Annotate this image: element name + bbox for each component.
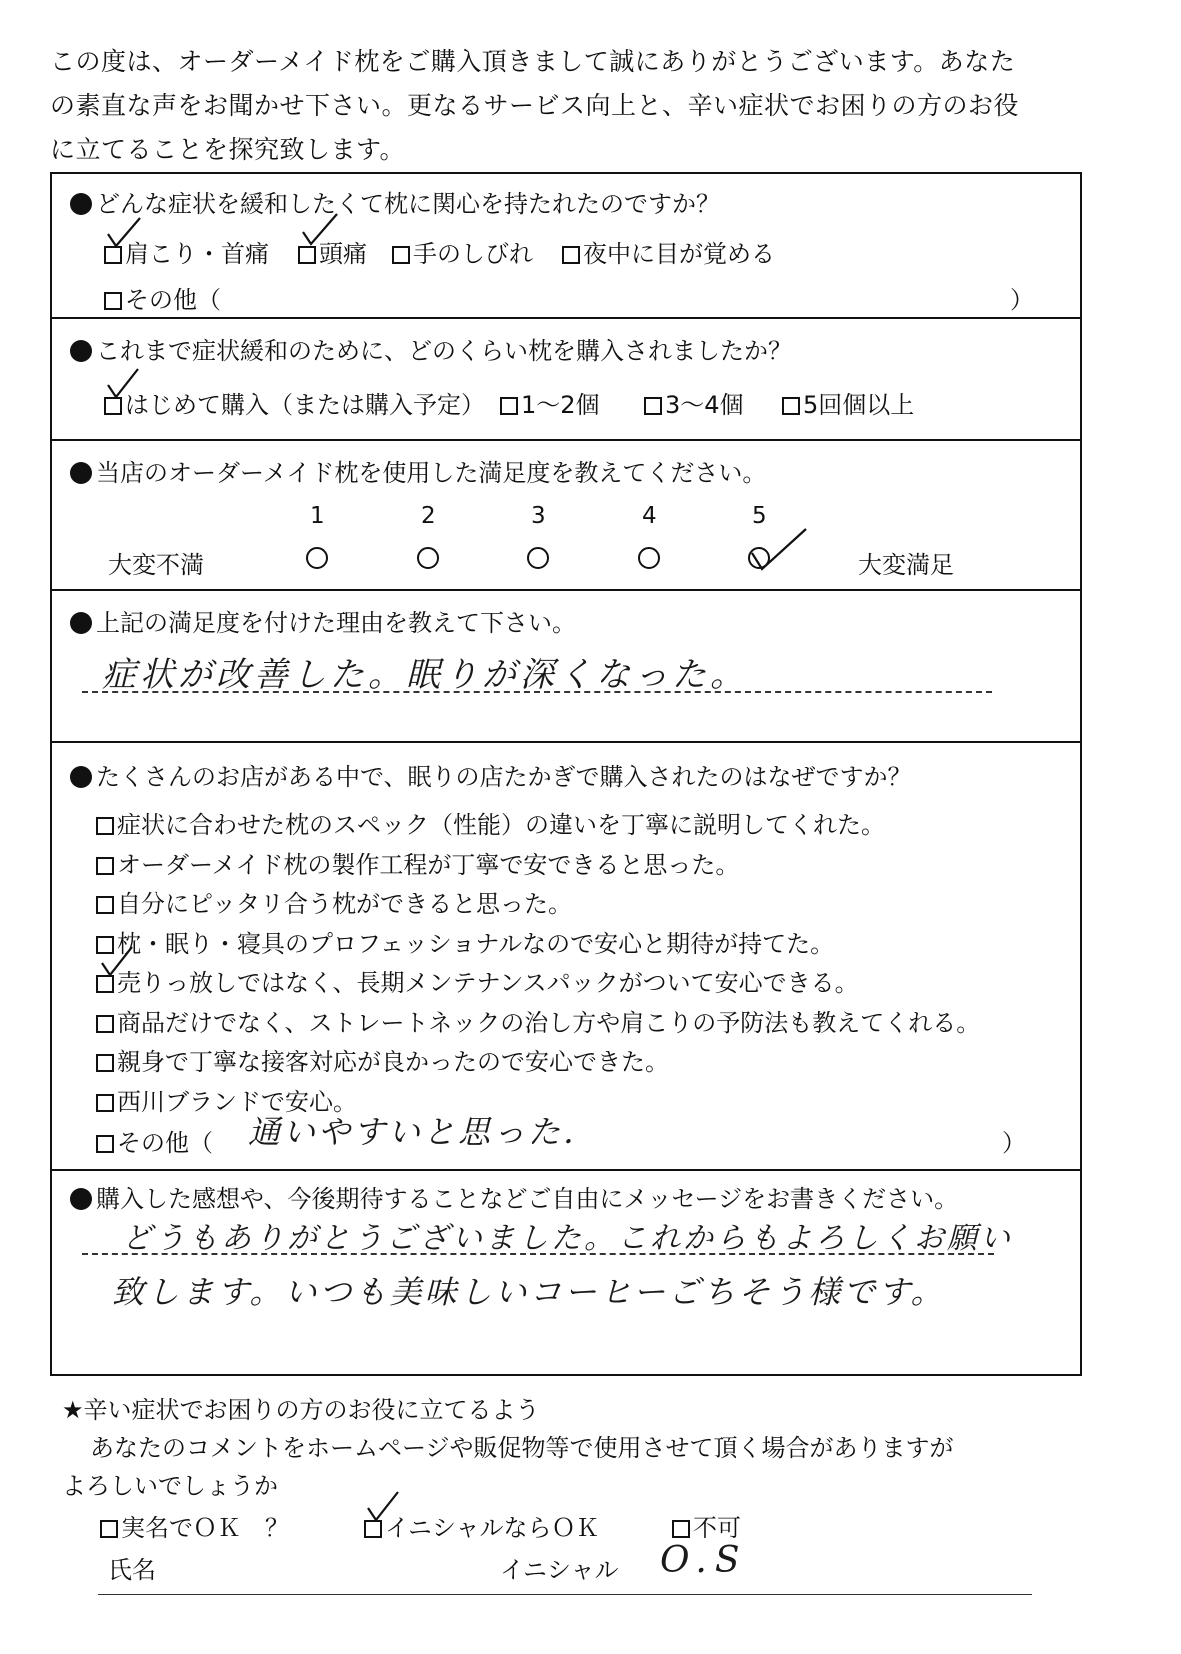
section-message: [52, 1169, 1080, 1378]
option-first-purchase[interactable]: [104, 385, 485, 420]
intro-text: [50, 40, 1090, 172]
scale-number: 3: [531, 503, 546, 529]
checkmark-icon: [98, 945, 138, 977]
footer-text: あなたのコメントをホームページや販促物等で使用させて頂く場合がありますが: [90, 1434, 954, 1462]
option-label: 枕・眠り・寝具のプロフェッショナルなので安心と期待が持てた。: [117, 930, 835, 958]
reason-answer: 症状が改善した。眠りが深くなった。: [102, 655, 748, 695]
message-answer-line-2: 致します。いつも美味しいコーヒーごちそう様です。: [112, 1273, 946, 1311]
radio-circle-icon[interactable]: [527, 547, 549, 569]
bullet-icon: [70, 766, 92, 788]
reason-option[interactable]: [96, 1003, 980, 1038]
radio-circle-icon[interactable]: [417, 547, 439, 569]
message-answer-line-1: どうもありがとうございました。これからもよろしくお願い: [122, 1221, 1013, 1256]
option-label: 西川ブランドで安心。: [117, 1088, 357, 1116]
option-label: 不可: [693, 1514, 741, 1542]
option-label: 手のしびれ: [413, 240, 533, 268]
reason-option[interactable]: [96, 963, 859, 998]
close-paren: ）: [1010, 286, 1034, 314]
checkbox-icon[interactable]: [562, 246, 580, 264]
question-why-our-store: [70, 757, 912, 792]
checkbox-icon[interactable]: [104, 246, 122, 264]
checkbox-icon[interactable]: [96, 857, 114, 875]
checkbox-icon[interactable]: [96, 1135, 114, 1153]
checkbox-icon[interactable]: [672, 1520, 690, 1538]
scale-right-label: 大変満足: [858, 551, 954, 579]
reason-option-other[interactable]: [96, 1123, 213, 1158]
intro-line-3: に立てることを探究致します。: [50, 135, 406, 164]
option-other[interactable]: [104, 280, 221, 315]
option-label: 実名でＯＫ ？: [121, 1514, 289, 1542]
radio-circle-icon[interactable]: [306, 547, 328, 569]
checkmark-icon: [748, 525, 808, 573]
option-label: はじめて購入（または購入予定）: [125, 391, 485, 419]
reason-option[interactable]: [96, 884, 572, 919]
option-label: 自分にピッタリ合う枕ができると思った。: [117, 890, 573, 918]
option-label: 1〜2個: [521, 391, 600, 419]
question-why-our-store-text: たくさんのお店がある中で、眠りの店たかぎで購入されたのはなぜですか？: [96, 763, 912, 791]
answer-line: [82, 691, 992, 693]
reason-option[interactable]: [96, 924, 834, 959]
scale-number: 4: [642, 503, 657, 529]
option-label: 親身で丁寧な接客対応が良かったので安心できた。: [117, 1048, 669, 1076]
reason-option[interactable]: [96, 1042, 669, 1077]
checkbox-icon[interactable]: [500, 397, 518, 415]
checkbox-icon[interactable]: [104, 292, 122, 310]
checkbox-icon[interactable]: [104, 397, 122, 415]
question-symptoms: [70, 184, 720, 219]
footer-title: ★辛い症状でお困りの方のお役に立てるよう: [62, 1396, 540, 1424]
checkbox-icon[interactable]: [96, 1094, 114, 1112]
option-wake-at-night[interactable]: [562, 234, 775, 269]
question-reason-text: 上記の満足度を付けた理由を教えて下さい。: [96, 609, 576, 637]
radio-1[interactable]: [306, 547, 328, 575]
checkbox-icon[interactable]: [96, 975, 114, 993]
bullet-icon: [70, 462, 92, 484]
radio-2[interactable]: [417, 547, 439, 575]
initial-label: イニシャル: [500, 1556, 619, 1584]
bullet-icon: [70, 612, 92, 634]
option-label: 3〜4個: [665, 391, 744, 419]
checkbox-icon[interactable]: [364, 1520, 382, 1538]
radio-4[interactable]: [638, 547, 660, 575]
checkbox-icon[interactable]: [392, 246, 410, 264]
reason-option[interactable]: [96, 805, 885, 840]
section-purchase-count: [52, 317, 1080, 441]
checkbox-icon[interactable]: [96, 817, 114, 835]
option-5-plus[interactable]: [782, 385, 914, 420]
bullet-icon: [70, 193, 92, 215]
reason-option[interactable]: [96, 845, 739, 880]
checkbox-icon[interactable]: [96, 896, 114, 914]
option-label: その他（: [117, 1129, 213, 1157]
checkmark-icon: [299, 212, 339, 244]
section-why-our-store: [52, 741, 1080, 1171]
scale-number: 2: [421, 503, 436, 529]
checkbox-icon[interactable]: [96, 1015, 114, 1033]
checkbox-icon[interactable]: [644, 397, 662, 415]
other-reason-answer: 通いやすいと思った．: [248, 1113, 599, 1151]
consent-real-name[interactable]: [100, 1508, 289, 1543]
section-reason: [52, 589, 1080, 743]
checkbox-icon[interactable]: [96, 1054, 114, 1072]
initial-value: O.S: [660, 1540, 748, 1581]
option-label: 5回個以上: [803, 391, 915, 419]
radio-3[interactable]: [527, 547, 549, 575]
option-label: 売りっ放しではなく、長期メンテナンスパックがついて安心できる。: [117, 969, 859, 997]
question-satisfaction: [70, 453, 766, 488]
question-purchase-count: [70, 331, 792, 366]
option-label: 頭痛: [319, 240, 367, 268]
question-message: [70, 1179, 958, 1214]
checkbox-icon[interactable]: [298, 246, 316, 264]
checkmark-icon: [104, 216, 144, 248]
option-hand-numbness[interactable]: [392, 234, 533, 269]
name-label: 氏名: [108, 1556, 156, 1584]
checkbox-icon[interactable]: [100, 1520, 118, 1538]
option-label: その他（: [125, 286, 221, 314]
checkmark-icon: [104, 367, 144, 399]
option-label: 夜中に目が覚める: [583, 240, 775, 268]
option-label: オーダーメイド枕の製作工程が丁寧で安できると思った。: [117, 851, 740, 879]
intro-line-2: の素直な声をお聞かせ下さい。更なるサービス向上と、辛い症状でお困りの方のお役: [50, 91, 1020, 120]
survey-frame: [50, 172, 1082, 1376]
option-1-2[interactable]: [500, 385, 600, 420]
option-3-4[interactable]: [644, 385, 744, 420]
consent-refuse[interactable]: [672, 1508, 741, 1543]
option-label: 症状に合わせた枕のスペック（性能）の違いを丁寧に説明してくれた。: [117, 811, 885, 839]
section-symptoms: [52, 174, 1080, 317]
footer-question: よろしいでしょうか: [62, 1472, 278, 1500]
scale-number: 5: [752, 503, 767, 529]
checkbox-icon[interactable]: [782, 397, 800, 415]
question-satisfaction-text: 当店のオーダーメイド枕を使用した満足度を教えてください。: [96, 459, 767, 487]
scale-left-label: 大変不満: [108, 551, 204, 579]
bullet-icon: [70, 1188, 92, 1210]
intro-line-1: この度は、オーダーメイド枕をご購入頂きまして誠にありがとうございます。あなた: [50, 47, 1016, 76]
option-label: イニシャルならＯＫ: [385, 1514, 600, 1542]
question-purchase-count-text: これまで症状緩和のために、どのくらい枕を購入されましたか？: [96, 337, 792, 365]
close-paren: ）: [1002, 1129, 1026, 1157]
signature-line: [98, 1594, 1032, 1595]
scale-number: 1: [310, 503, 325, 529]
bullet-icon: [70, 340, 92, 362]
radio-circle-icon[interactable]: [638, 547, 660, 569]
option-label: 肩こり・首痛: [125, 240, 269, 268]
question-reason: [70, 603, 576, 638]
checkmark-icon: [364, 1490, 404, 1522]
question-message-text: 購入した感想や、今後期待することなどご自由にメッセージをお書きください。: [96, 1185, 959, 1213]
option-label: 商品だけでなく、ストレートネックの治し方や肩こりの予防法も教えてくれる。: [117, 1009, 981, 1037]
section-satisfaction: [52, 439, 1080, 591]
question-symptoms-text: どんな症状を緩和したくて枕に関心を持たれたのですか？: [96, 190, 720, 218]
message-line: [82, 1253, 994, 1255]
